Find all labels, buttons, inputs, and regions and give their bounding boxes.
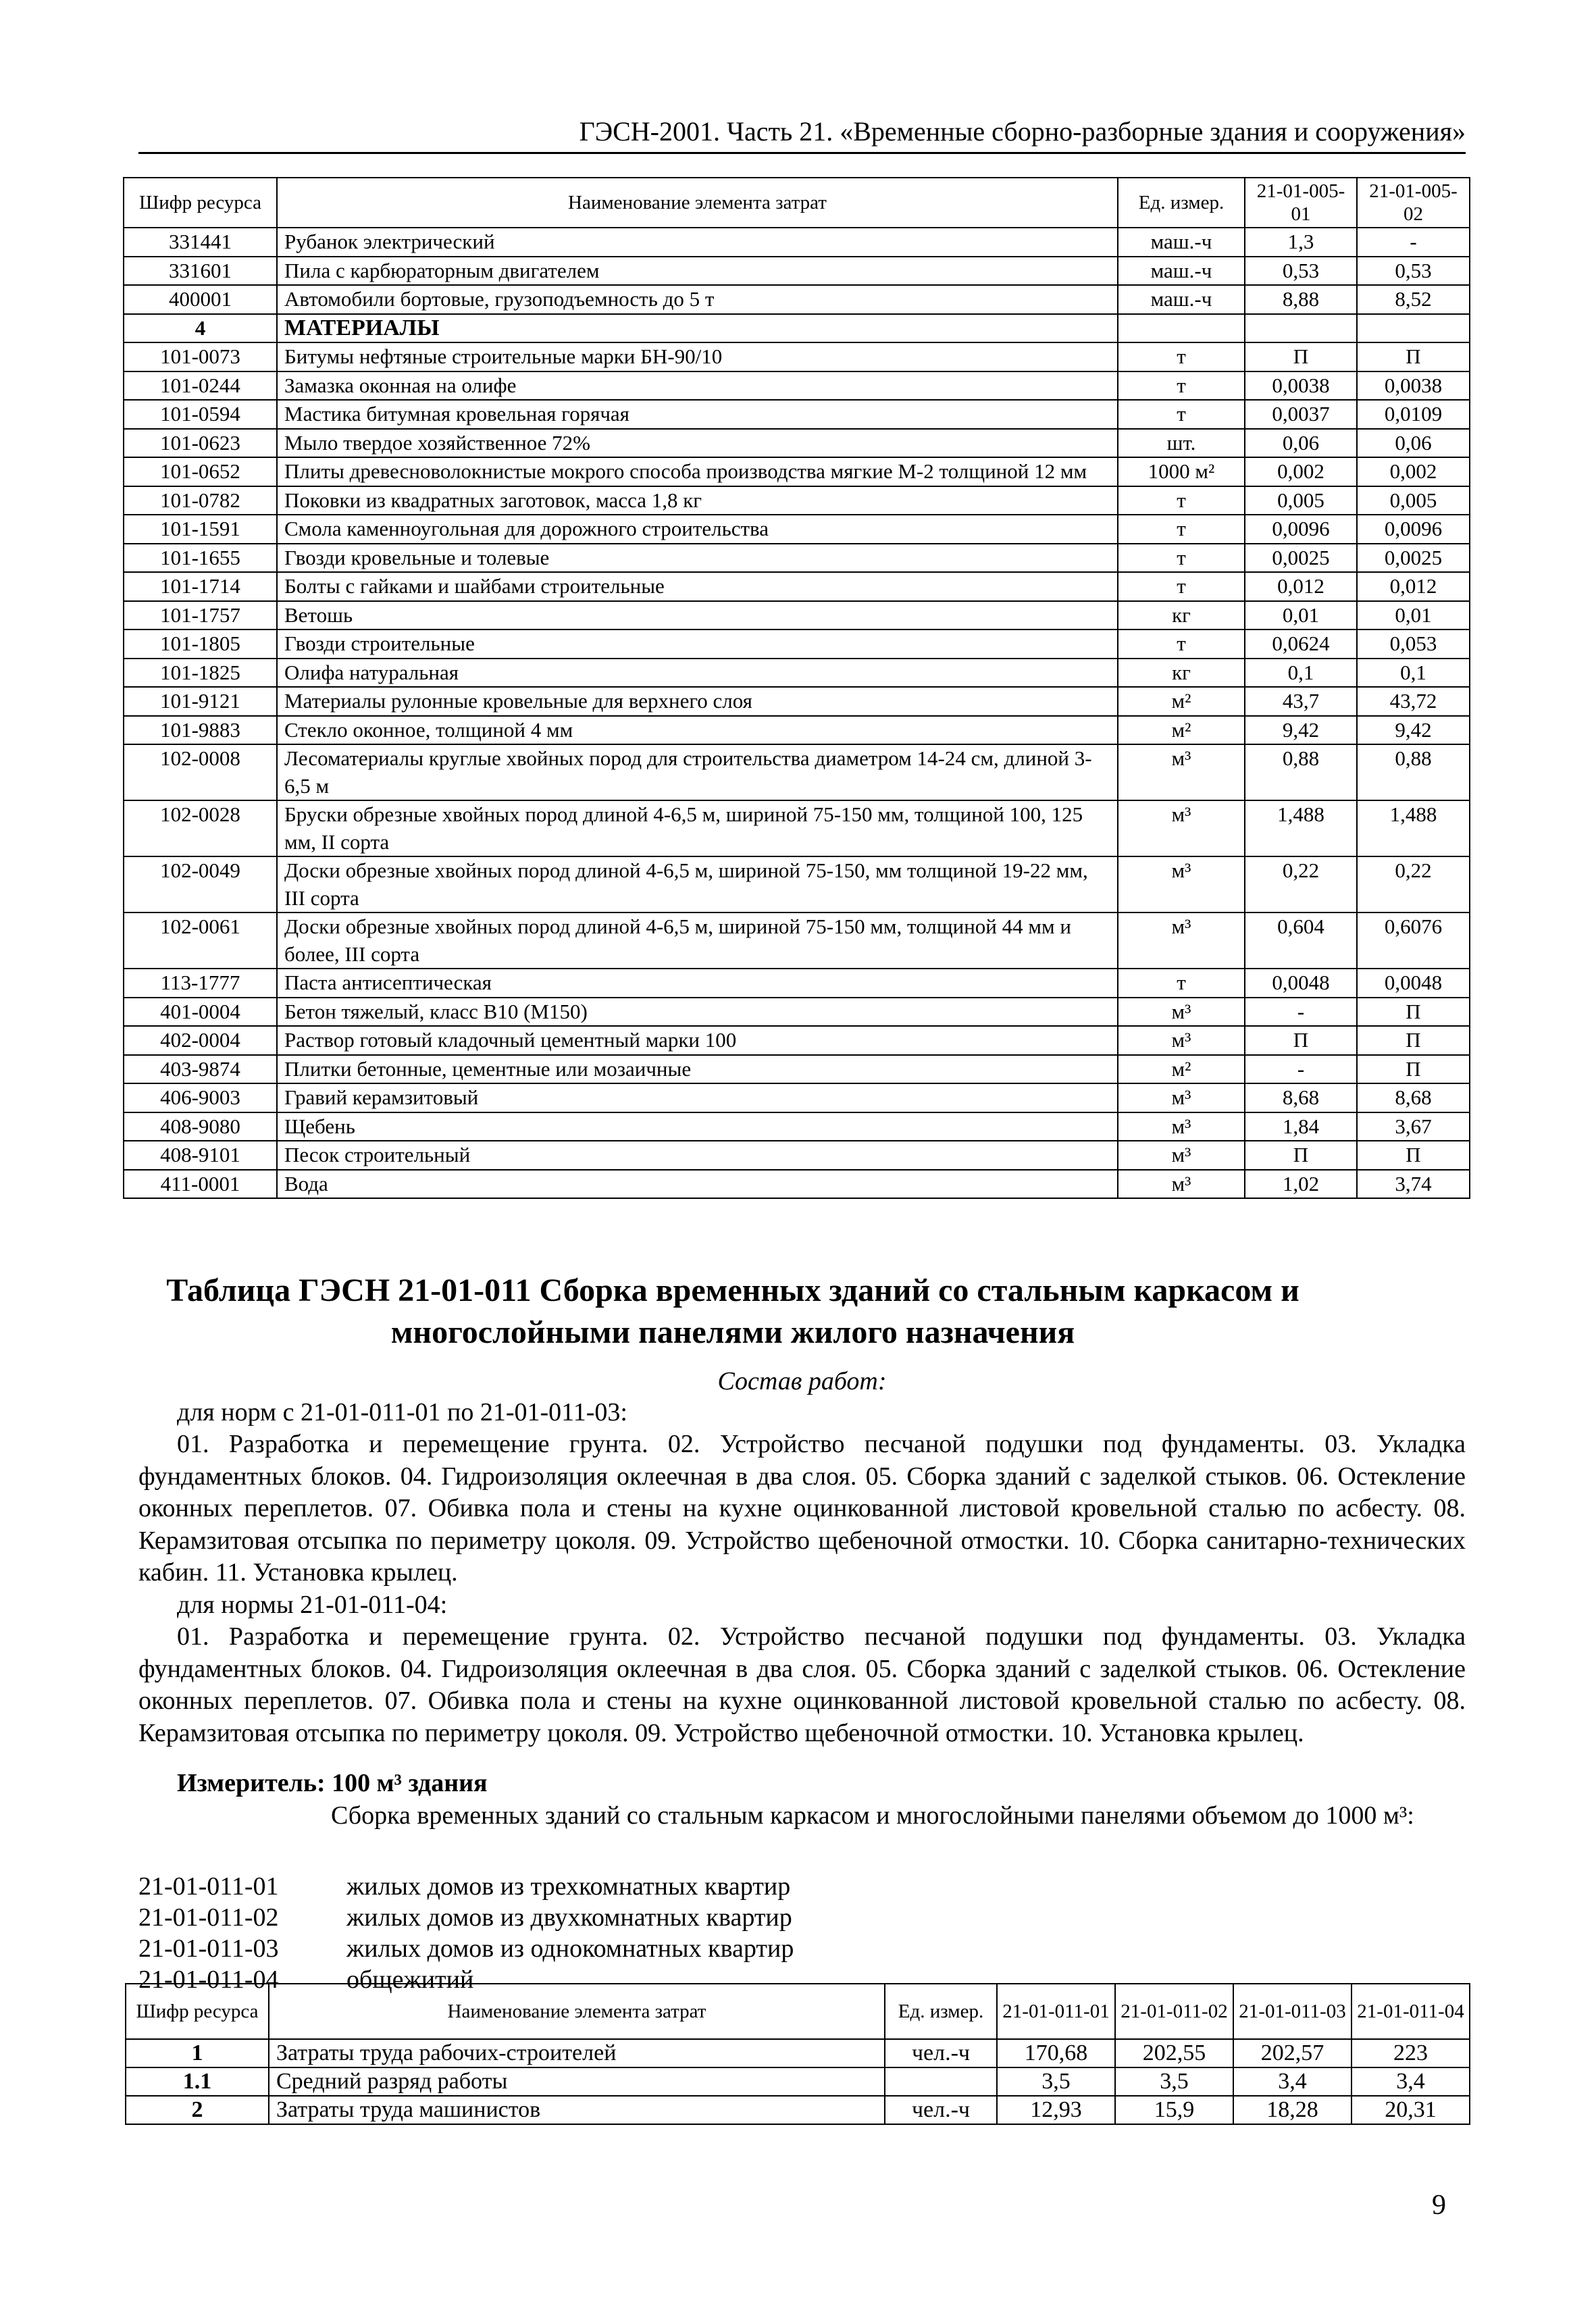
norm-description: общежитий [346, 1965, 474, 1994]
table-row [124, 629, 1470, 659]
resource-name: Гвозди строительные [277, 629, 1118, 659]
norm-value-2: П [1357, 998, 1470, 1027]
resource-name: Автомобили бортовые, грузоподъемность до 5 т [277, 285, 1118, 314]
table-row [124, 371, 1470, 401]
table-row [124, 601, 1470, 630]
norm-value-2: 0,0048 [1357, 969, 1470, 998]
resource-code: 101-1757 [124, 601, 277, 630]
norm-value-1: 1,3 [1245, 228, 1357, 257]
meter-value: 100 м³ здания [332, 1769, 488, 1797]
table-title-line-1: Таблица ГЭСН 21-01-011 Сборка временных зданий со стальным каркасом и [166, 1272, 1299, 1308]
norm-value-1: 0,22 [1245, 856, 1357, 912]
resource-name: Поковки из квадратных заготовок, масса 1,8 кг [277, 486, 1118, 515]
resource-code: 101-1591 [124, 515, 277, 544]
table-row [124, 800, 1470, 856]
resource-unit: т [1118, 371, 1245, 401]
resource-name: Раствор готовый кладочный цементный марки 100 [277, 1026, 1118, 1055]
resource-name: Доски обрезные хвойных пород длиной 4-6,5 м, шириной 75-150 мм, толщиной 44 мм и более, III сорта [277, 912, 1118, 969]
resource-code: 4 [124, 314, 277, 343]
norm-value-1: 1,488 [1245, 800, 1357, 856]
table-row [124, 912, 1470, 969]
resource-name: Мыло твердое хозяйственное 72% [277, 429, 1118, 458]
norm-value-2: 0,002 [1357, 457, 1470, 486]
table-row [124, 457, 1470, 486]
table-row [124, 400, 1470, 429]
norm-value-2: П [1357, 1141, 1470, 1170]
norm-value-2 [1357, 314, 1470, 343]
norm-value-1: 0,1 [1245, 659, 1357, 688]
norm-value-1: 1,84 [1245, 1112, 1357, 1141]
norm-value-2: 0,01 [1357, 601, 1470, 630]
table-row [124, 716, 1470, 745]
resource-unit: т [1118, 515, 1245, 544]
col-header-norm-3: 21-01-011-03 [1233, 1984, 1352, 2039]
norm-value-2: 3,5 [1115, 2067, 1233, 2096]
resource-name: Затраты труда машинистов [269, 2096, 885, 2124]
resource-code: 101-1655 [124, 544, 277, 573]
norm-value-1: 0,0048 [1245, 969, 1357, 998]
table-row [124, 257, 1470, 286]
col-header-code: Шифр ресурса [126, 1984, 269, 2039]
table-title [138, 1270, 1327, 1354]
col-header-norm-2: 21-01-011-02 [1115, 1984, 1233, 2039]
norm-value-1 [1245, 314, 1357, 343]
norm-item [138, 1871, 1466, 1902]
resource-unit: м³ [1118, 1083, 1245, 1112]
work-text-1: 01. Разработка и перемещение грунта. 02. Устройство песчаной подушки под фундаменты. 03. Укладка фундаментных блоков. 04. Гидроизоляция оклеечная в два слоя. 05. Сборка зданий с заделкой стыков. 06. Остекление оконных переплетов. 07. Обивка пола и стены на кухне оцинкованной листовой кровельной сталью по асбесту. 08. Керамзитовая отсыпка по периметру цоколя. 09. Устройство щебеночной отмостки. 10. Сборка санитарно-технических кабин. 11. Установка крылец. [138, 1430, 1466, 1587]
table-row [126, 2096, 1470, 2124]
norm-value-1: 0,005 [1245, 486, 1357, 515]
page-number: 9 [1432, 2190, 1446, 2221]
resource-code: 102-0049 [124, 856, 277, 912]
table-row [124, 1141, 1470, 1170]
resource-code: 400001 [124, 285, 277, 314]
resource-name: Гравий керамзитовый [277, 1083, 1118, 1112]
table-row [124, 998, 1470, 1027]
resource-code: 1.1 [126, 2067, 269, 2096]
resource-code: 402-0004 [124, 1026, 277, 1055]
table-row [126, 2067, 1470, 2096]
resource-unit: т [1118, 400, 1245, 429]
table-header-row [124, 178, 1470, 228]
table-row [124, 1055, 1470, 1084]
norm-value-2: 0,0109 [1357, 400, 1470, 429]
norm-value-1: 0,0038 [1245, 371, 1357, 401]
col-header-norm-1: 21-01-005-01 [1245, 178, 1357, 228]
norm-value-2: 0,06 [1357, 429, 1470, 458]
col-header-norm-1: 21-01-011-01 [997, 1984, 1115, 2039]
norm-value-2: 8,52 [1357, 285, 1470, 314]
norm-code: 21-01-011-04 [138, 1965, 279, 1994]
table-title-line-2: многослойными панелями жилого назначения [390, 1314, 1075, 1350]
resource-unit: м³ [1118, 1112, 1245, 1141]
resource-unit: т [1118, 572, 1245, 601]
norm-value-4: 223 [1352, 2039, 1470, 2067]
resource-code: 1 [126, 2039, 269, 2067]
resource-name: Бетон тяжелый, класс В10 (М150) [277, 998, 1118, 1027]
resource-code: 408-9080 [124, 1112, 277, 1141]
resource-unit: шт. [1118, 429, 1245, 458]
resource-name: МАТЕРИАЛЫ [277, 314, 1118, 343]
resource-unit: м³ [1118, 998, 1245, 1027]
table-row [124, 342, 1470, 371]
resource-name: Рубанок электрический [277, 228, 1118, 257]
table-row [124, 1112, 1470, 1141]
resource-code: 101-1714 [124, 572, 277, 601]
table-row [124, 659, 1470, 688]
norm-value-2: 9,42 [1357, 716, 1470, 745]
resource-unit: маш.-ч [1118, 285, 1245, 314]
col-header-unit: Ед. измер. [1118, 178, 1245, 228]
norm-value-1: 3,5 [997, 2067, 1115, 2096]
resource-code: 406-9003 [124, 1083, 277, 1112]
resource-name: Средний разряд работы [269, 2067, 885, 2096]
resource-unit: м³ [1118, 1026, 1245, 1055]
resource-unit: чел.-ч [885, 2096, 997, 2124]
resource-unit: м³ [1118, 912, 1245, 969]
table-row [124, 572, 1470, 601]
work-composition-heading: Состав работ: [717, 1367, 887, 1395]
resource-unit: кг [1118, 659, 1245, 688]
resource-unit: маш.-ч [1118, 257, 1245, 286]
table-row [124, 515, 1470, 544]
norm-value-1: - [1245, 998, 1357, 1027]
resource-name: Болты с гайками и шайбами строительные [277, 572, 1118, 601]
norm-value-3: 202,57 [1233, 2039, 1352, 2067]
meter-label: Измеритель: [177, 1769, 326, 1797]
norm-value-1: 8,88 [1245, 285, 1357, 314]
table-row [124, 1026, 1470, 1055]
norm-value-2: П [1357, 342, 1470, 371]
norm-item [138, 1902, 1466, 1933]
norm-value-1: 0,002 [1245, 457, 1357, 486]
norm-value-1: 170,68 [997, 2039, 1115, 2067]
table-row [124, 1170, 1470, 1199]
table-row [124, 1083, 1470, 1112]
norm-value-2: 0,012 [1357, 572, 1470, 601]
norm-value-2: 0,22 [1357, 856, 1470, 912]
resource-unit [1118, 314, 1245, 343]
table-row [124, 856, 1470, 912]
norm-value-2: 1,488 [1357, 800, 1470, 856]
table-row [124, 429, 1470, 458]
resource-name: Олифа натуральная [277, 659, 1118, 688]
col-header-unit: Ед. измер. [885, 1984, 997, 2039]
resource-name: Замазка оконная на олифе [277, 371, 1118, 401]
resource-name: Ветошь [277, 601, 1118, 630]
resource-unit: м³ [1118, 1170, 1245, 1199]
col-header-code: Шифр ресурса [124, 178, 277, 228]
resource-name: Песок строительный [277, 1141, 1118, 1170]
resource-table-top [123, 177, 1470, 1199]
resource-code: 408-9101 [124, 1141, 277, 1170]
norm-item [138, 1933, 1466, 1964]
norm-code: 21-01-011-03 [138, 1934, 279, 1963]
resource-name: Затраты труда рабочих-строителей [269, 2039, 885, 2067]
norm-description: жилых домов из однокомнатных квартир [346, 1934, 794, 1963]
norm-value-2: 202,55 [1115, 2039, 1233, 2067]
table-header-row [126, 1984, 1470, 2039]
norm-list [138, 1871, 1466, 1995]
resource-name: Лесоматериалы круглые хвойных пород для строительства диаметром 14-24 см, длиной 3-6,5 м [277, 744, 1118, 800]
resource-unit: маш.-ч [1118, 228, 1245, 257]
for-norms-2: для нормы 21-01-011-04: [177, 1591, 448, 1619]
col-header-name: Наименование элемента затрат [269, 1984, 885, 2039]
resource-code: 2 [126, 2096, 269, 2124]
norm-value-1: 8,68 [1245, 1083, 1357, 1112]
resource-unit: м³ [1118, 856, 1245, 912]
resource-name: Щебень [277, 1112, 1118, 1141]
resource-unit: м² [1118, 716, 1245, 745]
norm-value-1: 0,88 [1245, 744, 1357, 800]
resource-code: 101-0782 [124, 486, 277, 515]
norm-value-2: 0,053 [1357, 629, 1470, 659]
norm-description: жилых домов из трехкомнатных квартир [346, 1872, 791, 1901]
table-row [124, 285, 1470, 314]
resource-name: Гвозди кровельные и толевые [277, 544, 1118, 573]
resource-unit: м² [1118, 687, 1245, 716]
resource-name: Плитки бетонные, цементные или мозаичные [277, 1055, 1118, 1084]
resource-code: 102-0008 [124, 744, 277, 800]
resource-code: 113-1777 [124, 969, 277, 998]
norm-value-2: 3,74 [1357, 1170, 1470, 1199]
norm-value-1: 0,0624 [1245, 629, 1357, 659]
resource-code: 411-0001 [124, 1170, 277, 1199]
norm-value-1: 0,0025 [1245, 544, 1357, 573]
resource-unit: т [1118, 544, 1245, 573]
norm-value-2: 0,005 [1357, 486, 1470, 515]
norm-value-2: 0,0038 [1357, 371, 1470, 401]
norm-description: жилых домов из двухкомнатных квартир [346, 1903, 792, 1932]
norm-value-2: 3,67 [1357, 1112, 1470, 1141]
col-header-name: Наименование элемента затрат [277, 178, 1118, 228]
resource-unit: т [1118, 486, 1245, 515]
running-header: ГЭСН-2001. Часть 21. «Временные сборно-разборные здания и сооружения» [579, 116, 1466, 147]
norm-value-1: 0,604 [1245, 912, 1357, 969]
table-row [124, 969, 1470, 998]
resource-name: Доски обрезные хвойных пород длиной 4-6,5 м, шириной 75-150, мм толщиной 19-22 мм, III сорта [277, 856, 1118, 912]
resource-name: Паста антисептическая [277, 969, 1118, 998]
resource-code: 403-9874 [124, 1055, 277, 1084]
resource-code: 101-0244 [124, 371, 277, 401]
resource-name: Плиты древесноволокнистые мокрого способа производства мягкие М-2 толщиной 12 мм [277, 457, 1118, 486]
table-row [124, 744, 1470, 800]
resource-unit: т [1118, 342, 1245, 371]
norm-code: 21-01-011-01 [138, 1872, 279, 1901]
table-row [124, 687, 1470, 716]
norm-value-1: П [1245, 342, 1357, 371]
table-row [124, 228, 1470, 257]
norm-value-4: 3,4 [1352, 2067, 1470, 2096]
norm-value-1: 0,53 [1245, 257, 1357, 286]
norm-value-3: 3,4 [1233, 2067, 1352, 2096]
resource-code: 101-0594 [124, 400, 277, 429]
resource-unit: 1000 м² [1118, 457, 1245, 486]
norm-value-2: 15,9 [1115, 2096, 1233, 2124]
resource-unit: кг [1118, 601, 1245, 630]
resource-name: Мастика битумная кровельная горячая [277, 400, 1118, 429]
table-row [126, 2039, 1470, 2067]
norm-value-2: 0,0025 [1357, 544, 1470, 573]
norm-value-1: 9,42 [1245, 716, 1357, 745]
resource-unit: м³ [1118, 744, 1245, 800]
resource-table-top-body [124, 228, 1470, 1198]
resource-name: Материалы рулонные кровельные для верхнего слоя [277, 687, 1118, 716]
col-header-norm-4: 21-01-011-04 [1352, 1984, 1470, 2039]
resource-unit: м² [1118, 1055, 1245, 1084]
resource-code: 101-0073 [124, 342, 277, 371]
header-rule [138, 152, 1466, 154]
norm-value-2: 0,1 [1357, 659, 1470, 688]
norm-value-1: 43,7 [1245, 687, 1357, 716]
resource-name: Вода [277, 1170, 1118, 1199]
norm-value-3: 18,28 [1233, 2096, 1352, 2124]
resource-unit: м³ [1118, 1141, 1245, 1170]
resource-code: 331601 [124, 257, 277, 286]
norm-value-1: 12,93 [997, 2096, 1115, 2124]
resource-unit: т [1118, 629, 1245, 659]
norm-value-1: 0,06 [1245, 429, 1357, 458]
resource-name: Бруски обрезные хвойных пород длиной 4-6,5 м, шириной 75-150 мм, толщиной 100, 125 мм, II сорта [277, 800, 1118, 856]
norm-value-1: - [1245, 1055, 1357, 1084]
resource-code: 102-0028 [124, 800, 277, 856]
norm-value-1: П [1245, 1026, 1357, 1055]
meter-line [177, 1768, 488, 1799]
resource-code: 101-0652 [124, 457, 277, 486]
resource-code: 101-1805 [124, 629, 277, 659]
resource-name: Смола каменноугольная для дорожного строительства [277, 515, 1118, 544]
norm-value-2: 43,72 [1357, 687, 1470, 716]
section-row [124, 314, 1470, 343]
resource-table-bottom-body [126, 2039, 1470, 2124]
resource-code: 331441 [124, 228, 277, 257]
norm-value-2: 0,88 [1357, 744, 1470, 800]
for-norms-1: для норм с 21-01-011-01 по 21-01-011-03: [177, 1398, 627, 1426]
norm-value-1: 0,0096 [1245, 515, 1357, 544]
norm-value-2: 0,0096 [1357, 515, 1470, 544]
norm-value-1: 0,0037 [1245, 400, 1357, 429]
norm-value-1: 0,012 [1245, 572, 1357, 601]
resource-code: 101-0623 [124, 429, 277, 458]
resource-code: 102-0061 [124, 912, 277, 969]
col-header-norm-2: 21-01-005-02 [1357, 178, 1470, 228]
table-row [124, 486, 1470, 515]
resource-code: 101-9121 [124, 687, 277, 716]
resource-name: Стекло оконное, толщиной 4 мм [277, 716, 1118, 745]
resource-unit: т [1118, 969, 1245, 998]
norm-value-2: П [1357, 1055, 1470, 1084]
norm-value-1: 1,02 [1245, 1170, 1357, 1199]
resource-code: 101-9883 [124, 716, 277, 745]
norm-value-2: 8,68 [1357, 1083, 1470, 1112]
resource-unit [885, 2067, 997, 2096]
resource-name: Битумы нефтяные строительные марки БН-90/10 [277, 342, 1118, 371]
resource-name: Пила с карбюраторным двигателем [277, 257, 1118, 286]
work-text-2: 01. Разработка и перемещение грунта. 02. Устройство песчаной подушки под фундаменты. 03. Укладка фундаментных блоков. 04. Гидроизоляция оклеечная в два слоя. 05. Сборка зданий с заделкой стыков. 06. Остекление оконных переплетов. 07. Обивка пола и стены на кухне оцинкованной листовой кровельной сталью по асбесту. 08. Керамзитовая отсыпка по периметру цоколя. 09. Устройство щебеночной отмостки. 10. Установка крылец. [138, 1622, 1466, 1747]
norm-value-2: - [1357, 228, 1470, 257]
norm-code: 21-01-011-02 [138, 1903, 279, 1932]
table-row [124, 544, 1470, 573]
norm-value-1: П [1245, 1141, 1357, 1170]
resource-code: 101-1825 [124, 659, 277, 688]
resource-code: 401-0004 [124, 998, 277, 1027]
resource-unit: чел.-ч [885, 2039, 997, 2067]
resource-unit: м³ [1118, 800, 1245, 856]
norm-value-1: 0,01 [1245, 601, 1357, 630]
norm-value-2: П [1357, 1026, 1470, 1055]
resource-table-bottom [125, 1983, 1470, 2125]
norm-value-4: 20,31 [1352, 2096, 1470, 2124]
norm-group-title: Сборка временных зданий со стальным каркасом и многослойными панелями объемом до 1000 м³: [331, 1801, 1414, 1830]
norm-value-2: 0,53 [1357, 257, 1470, 286]
norm-value-2: 0,6076 [1357, 912, 1470, 969]
